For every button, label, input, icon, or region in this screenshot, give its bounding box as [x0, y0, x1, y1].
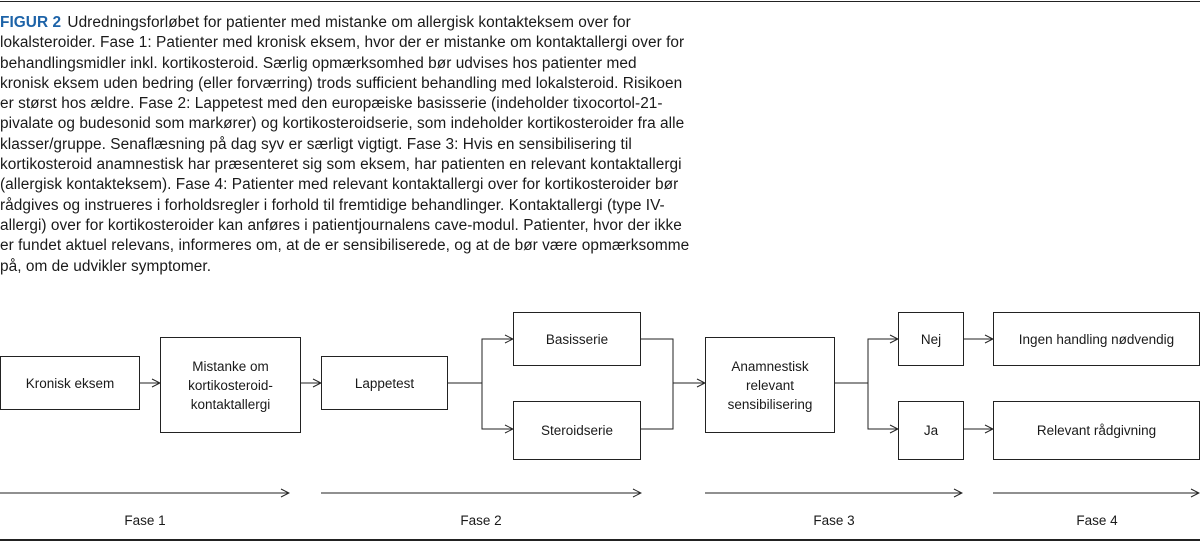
box-mistanke-kontaktallergi: Mistanke om kortikosteroid-kontaktallergi — [160, 337, 301, 433]
box-basisserie: Basisserie — [513, 312, 641, 366]
box-lappetest: Lappetest — [321, 356, 448, 410]
box-kronisk-eksem: Kronisk eksem — [0, 356, 140, 410]
merge-serier — [641, 339, 673, 429]
figure-label: FIGUR 2 — [0, 14, 62, 31]
box-steroidserie: Steroidserie — [513, 401, 641, 460]
box-ja: Ja — [898, 401, 964, 460]
branch-anamnestisk — [835, 339, 898, 383]
box-relevant-raadgivning: Relevant rådgivning — [993, 401, 1200, 460]
box-ingen-handling: Ingen handling nødvendig — [993, 312, 1200, 366]
caption-text: Udredningsforløbet for patienter med mistanke om allergisk kontakteksem over for lokalsteroider. Fase 1: Patienter med kronisk eksem, hvor der er mistanke om kontaktallergi over for behandlingsmidler inkl. kortikosteroid. Særlig opmærksomhed bør udvises hos patienter med kronisk eksem uden bedring (eller forværring) trods sufficient behandling med lokalsteroid. Risikoen er størst hos ældre. Fase 2: Lappetest med den europæiske basisserie (indeholder tixocortol-21-pivalate og budesonid som markører) og kortikosteroidserie, som indeholder kortikosteroider fra alle klasser/gruppe. Senaflæsning på dag syv er særligt vigtigt. Fase 3: Hvis en sensibilisering til kortikosteroid anamnestisk har præsenteret sig som eksem, har patienten en relevant kontaktallergi (allergisk kontakteksem). Fase 4: Patienter med relevant kontaktallergi over for kortikosteroider bør rådgives og instrueres i forholdsregler i forhold til fremtidige behandlinger. Kontaktallergi (type IV-allergi) over for kortikosteroider kan anføres i patientjournalens cave-modul. Patienter, hvor der ikke er fundet aktuel relevans, informeres om, at de er sensibiliserede, og at de bør være opmærksomme på, om de udvikler symptomer. — [0, 14, 690, 275]
bottom-rule — [0, 539, 1200, 541]
box-anamnestisk-sensibilisering: Anamnestisk relevant sensibilisering — [705, 337, 835, 433]
phase-label-1: Fase 1 — [124, 513, 166, 528]
phase-label-2: Fase 2 — [460, 513, 502, 528]
branch-lappetest — [448, 339, 513, 383]
phase-label-3: Fase 3 — [813, 513, 855, 528]
box-nej: Nej — [898, 312, 964, 366]
phase-label-4: Fase 4 — [1076, 513, 1118, 528]
